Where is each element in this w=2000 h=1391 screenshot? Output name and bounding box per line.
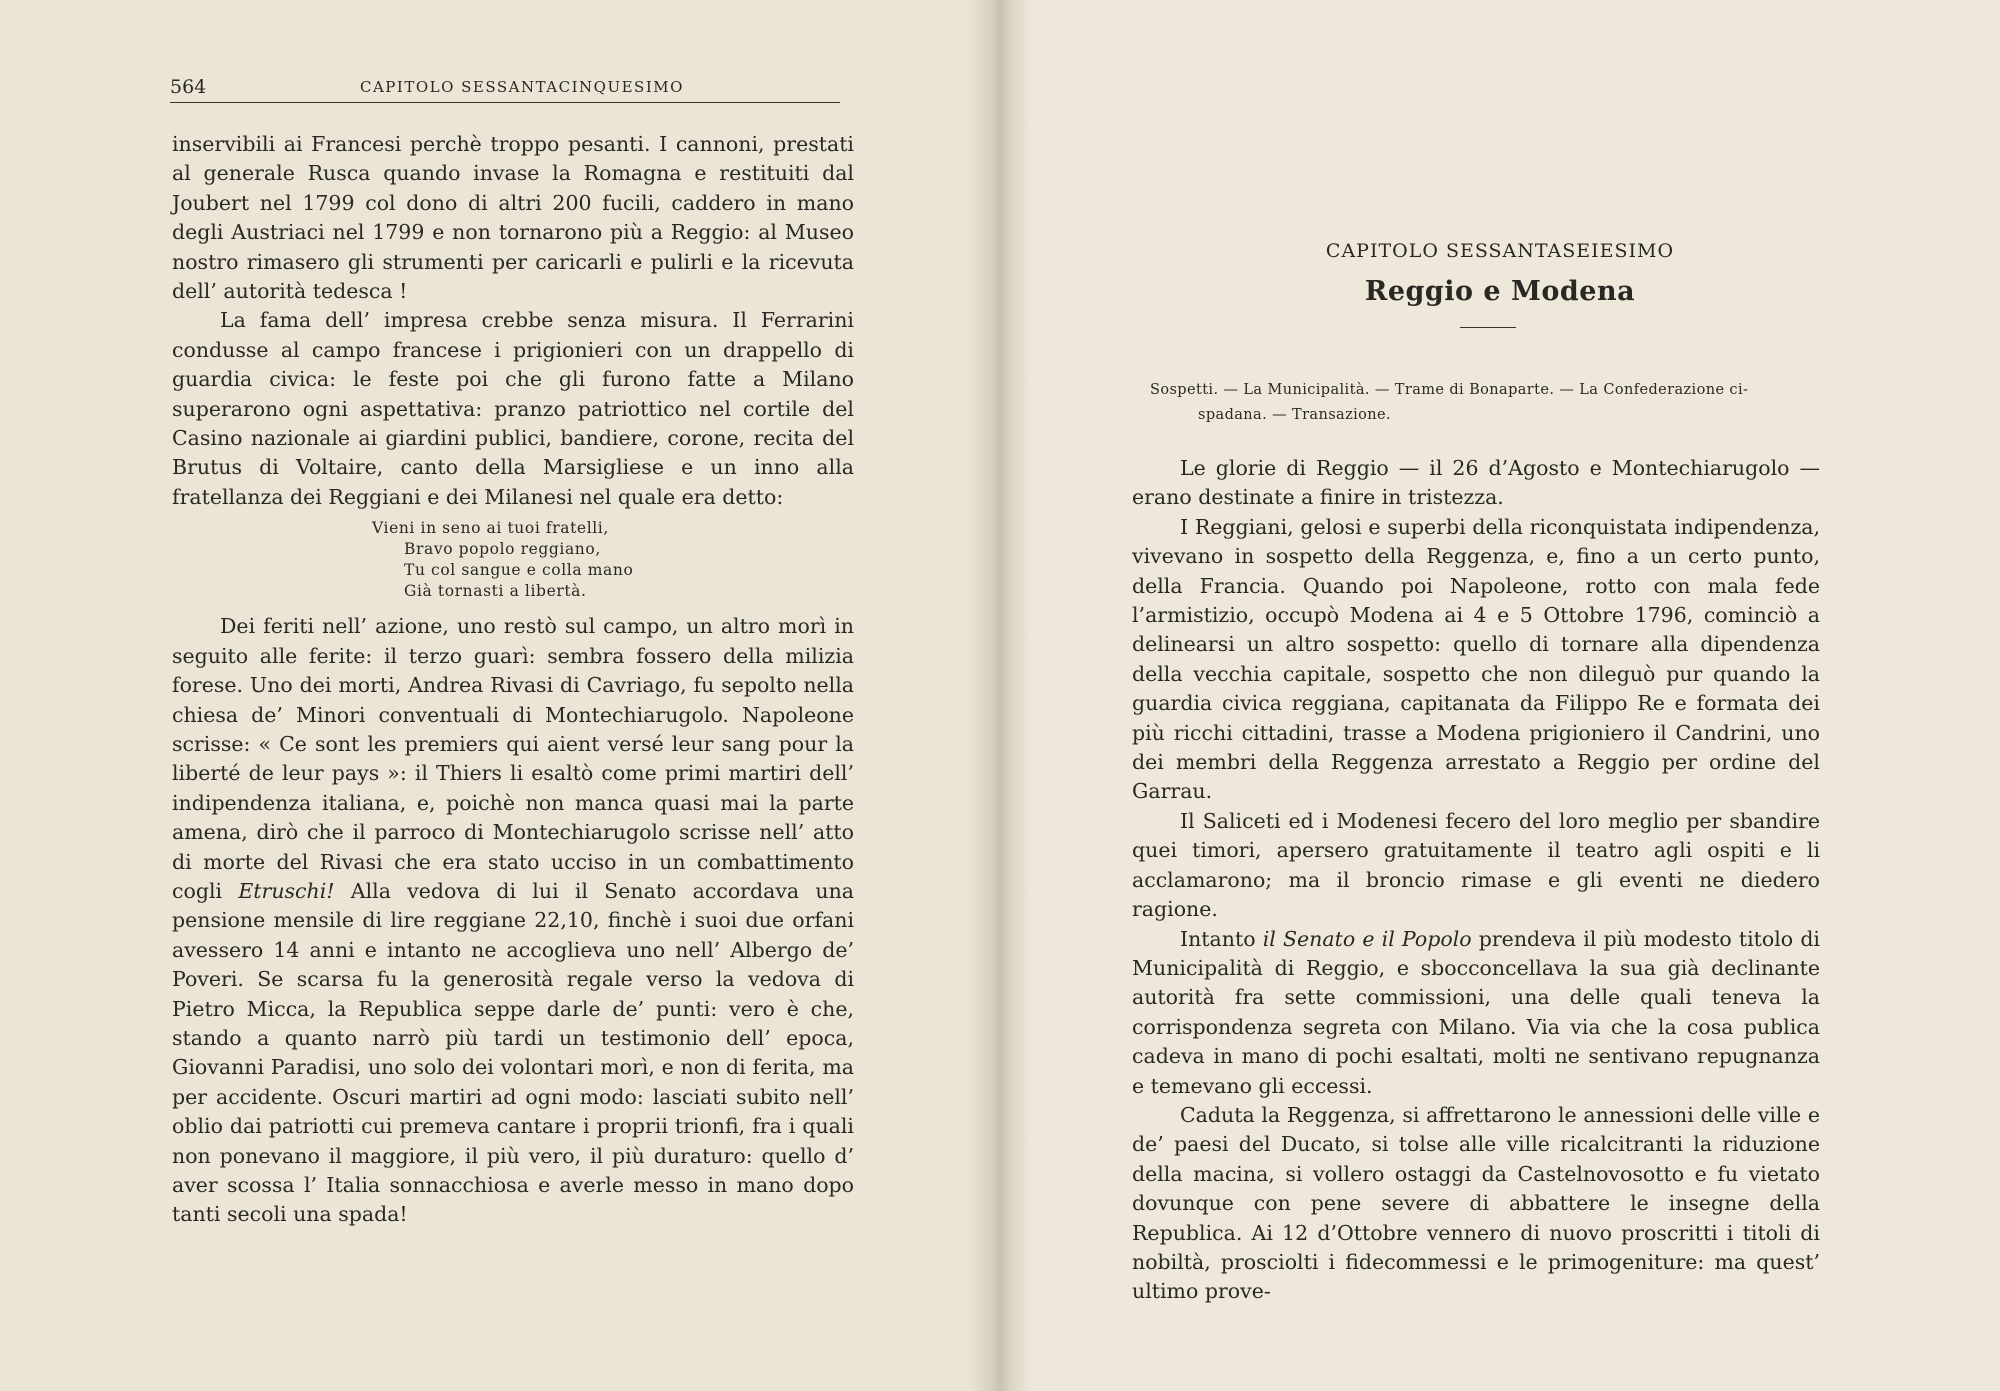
italic-text: Etruschi!	[238, 878, 335, 903]
chapter-rule	[1460, 327, 1516, 328]
book-gutter	[968, 0, 1032, 1391]
poem-line: Vieni in seno ai tuoi fratelli,	[372, 519, 609, 538]
paragraph: La fama dell’ impresa crebbe senza misura. Il Ferrarini condusse al campo francese i prigionieri con un drappello di guardia civica: le feste poi che gli furono fatte a Milano superarono ogni aspettativa: pranzo patriottico nel cortile del Casino nazionale ai giardini publici, bandiere, corone, recita del Brutus di Voltaire, canto della Marsigliese e un inno alla fratellanza dei Reggiani e dei Milanesi nel quale era detto:	[172, 308, 854, 509]
paragraph: I Reggiani, gelosi e superbi della riconquistata indipendenza, vivevano in sospetto della Reggenza, e, fino a un certo punto, della Francia. Quando poi Napoleone, rotto con mala fede l’armistizio, occupò Modena ai 4 e 5 Ottobre 1796, cominciò a delinearsi un altro sospetto: quello di tornare alla dipendenza della vecchia capitale, sospetto che non dileguò pur quando la guardia civica reggiana, capitanata da Filippo Re e formata dei più ricchi cittadini, trasse a Modena prigioniero il Candrini, uno dei membri della Reggenza arrestato a Reggio per ordine del Garrau.	[1132, 514, 1820, 804]
paragraph-text: Alla vedova di lui il Senato accordava una pensione mensile di lire reggiane 22,10, finchè i suoi due orfani avessero 14 anni e intanto ne accoglieva uno nell’ Albergo de’ Poveri. Se scarsa fu la generosità regale verso la vedova di Pietro Micca, la Republica seppe darle de’ punti: vero è che, stando a quanto narrò più tardi un testimonio dell’ epoca, Giovanni Paradisi, uno solo dei volontari morì, e non di ferita, ma per accidente. Oscuri martiri ad ogni modo: lasciati subito nell’ oblio dai patriotti cui premeva cantare i proprii trionfi, fra i quali non ponevano il maggiore, il più vero, il più duraturo: quello d’ aver scossa l’ Italia sonnacchiosa e averle messo in mano dopo tanti secoli una spada!	[172, 878, 854, 1227]
left-body-text	[172, 130, 854, 1230]
paragraph-text: Intanto	[1180, 926, 1263, 951]
summary-line: Sospetti. — La Municipalità. — Trame di Bonaparte. — La Confederazione ci-	[1150, 382, 1749, 398]
paragraph-text: prendeva il più modesto titolo di Municipalità di Reggio, e sbocconcellava la sua già declinante autorità fra sette commissioni, una delle quali teneva la corrispondenza segreta con Milano. Via via che la cosa publica cadeva in mano di pochi esaltati, molti ne sentivano repugnanza e temevano gli eccessi.	[1132, 926, 1820, 1098]
chapter-summary	[1150, 378, 1830, 428]
paragraph: Caduta la Reggenza, si affrettarono le annessioni delle ville e de’ paesi del Ducato, si tolse alle ville ricalcitranti la riduzione della macina, si vollero ostaggi da Castelnovosotto e fu vietato dovunque con pene severe di abbattere le insegne della Republica. Ai 12 d’Ottobre vennero di nuovo proscritti i titoli di nobiltà, prosciolti i fidecommessi e le primogeniture: ma quest’ ultimo prove-	[1132, 1102, 1820, 1304]
paragraph: Le glorie di Reggio — il 26 d’Agosto e Montechiarugolo — erano destinate a finire in tristezza.	[1132, 456, 1820, 510]
paragraph: Il Saliceti ed i Modenesi fecero del loro meglio per sbandire quei timori, apersero gratuitamente il teatro agli ospiti e li acclamarono; ma il broncio rimase e gli eventi ne diedero ragione.	[1132, 808, 1820, 922]
poem-verse	[372, 518, 854, 602]
paragraph: inservibili ai Francesi perchè troppo pesanti. I cannoni, prestati al generale Rusca quando invase la Romagna e restituiti dal Joubert nel 1799 col dono di altri 200 fucili, caddero in mano degli Austriaci nel 1799 e non tornarono più a Reggio: al Museo nostro rimasero gli strumenti per caricarli e pulirli e la ricevuta dell’ autorità tedesca !	[172, 132, 854, 304]
paragraph-text: Dei feriti nell’ azione, uno restò sul campo, un altro morì in seguito alle ferite: il terzo guarì: sembra fossero della milizia forese. Uno dei morti, Andrea Rivasi di Cavriago, fu sepolto nella chiesa de’ Minori conventuali di Montechiarugolo. Napoleone scrisse: « Ce sont les premiers qui aient versé leur sang pour la liberté de leur pays »: il Thiers li esaltò come primi martiri dell’ indipendenza italiana, e, poichè non manca quasi mai la parte amena, dirò che il parroco di Montechiarugolo scrisse nell’ atto di morte del Rivasi che era stato ucciso in un combattimento cogli	[172, 614, 854, 903]
poem-line: Già tornasti a libertà.	[404, 582, 587, 601]
summary-line: spadana. — Transazione.	[1198, 407, 1392, 423]
right-body-text	[1132, 454, 1820, 1307]
running-title: CAPITOLO SESSANTACINQUESIMO	[360, 78, 684, 96]
page-number: 564	[170, 76, 207, 98]
poem-line: Bravo popolo reggiano,	[404, 540, 601, 559]
chapter-title: Reggio e Modena	[1364, 276, 1636, 307]
running-head	[170, 74, 840, 103]
paragraph	[1132, 925, 1820, 1101]
italic-text: il Senato e il Popolo	[1262, 926, 1472, 951]
paragraph	[172, 612, 854, 1230]
poem-line: Tu col sangue e colla mano	[404, 561, 634, 580]
chapter-label: CAPITOLO SESSANTASEIESIMO	[1325, 240, 1675, 262]
